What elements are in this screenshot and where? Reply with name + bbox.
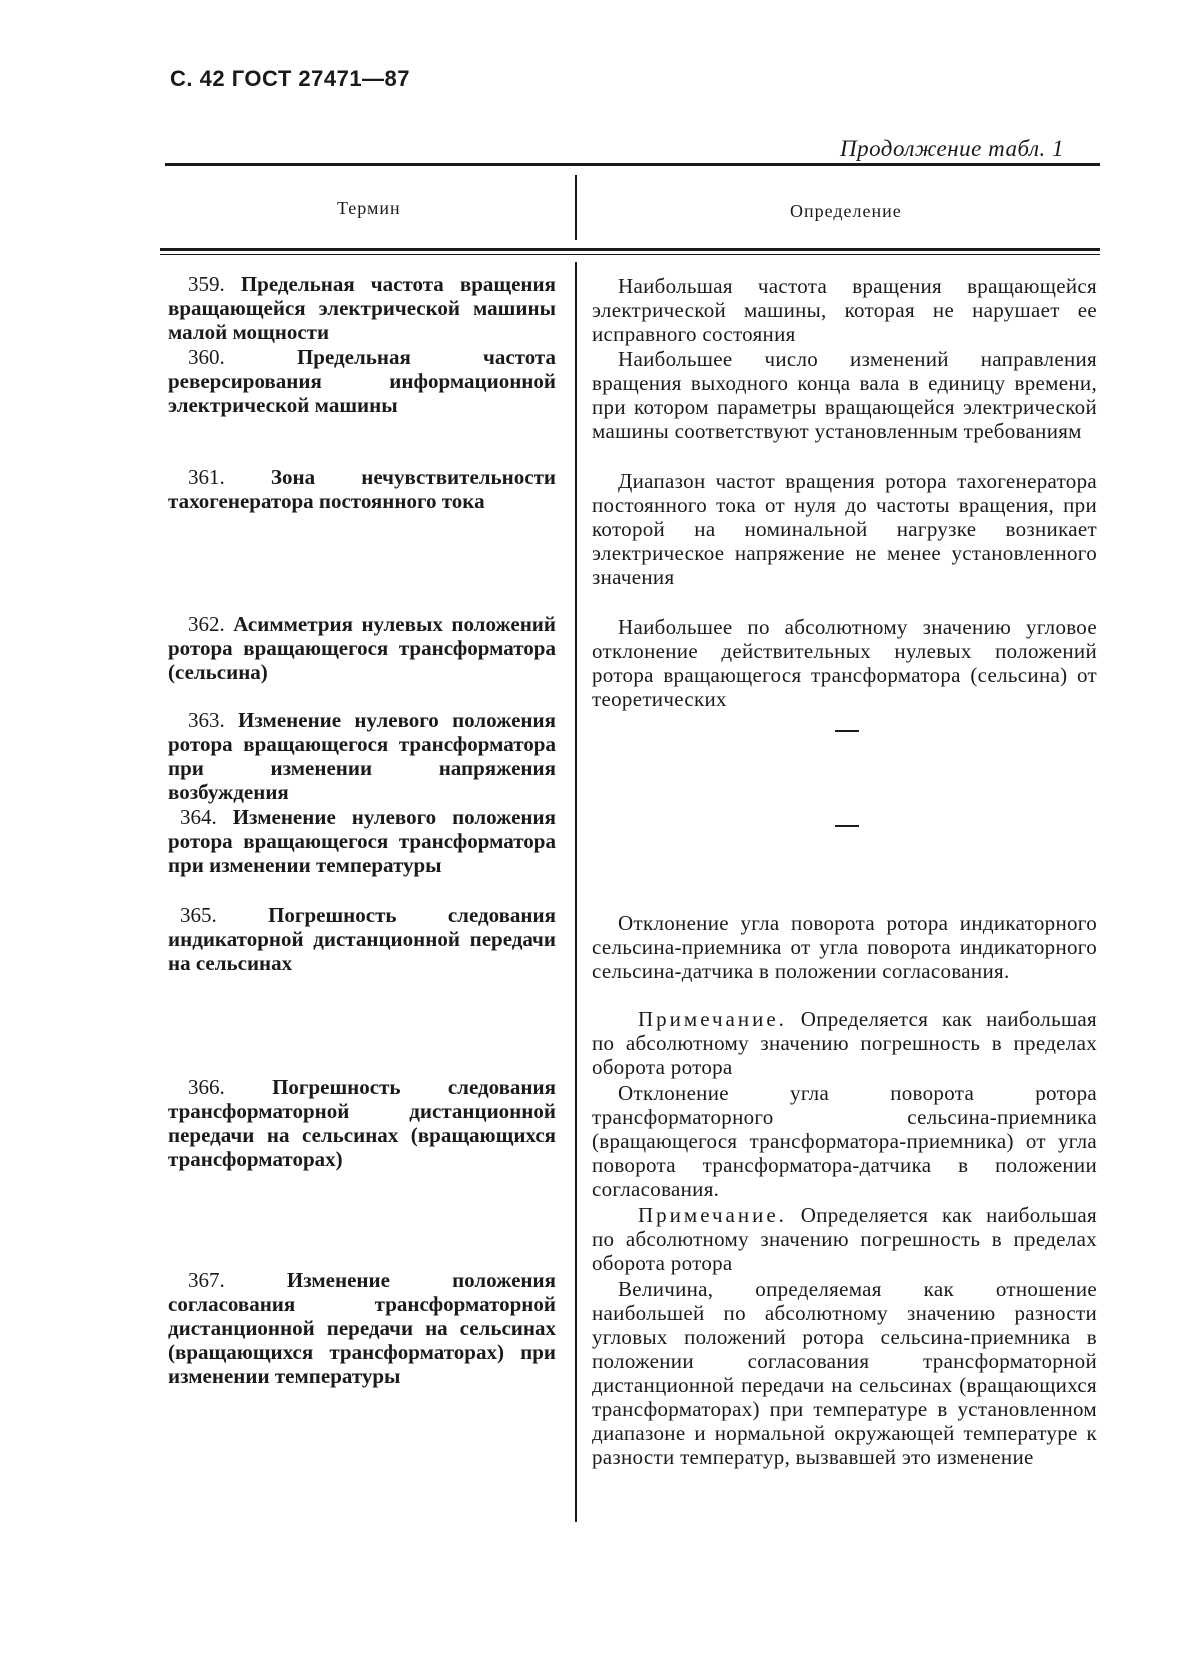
definition-365: [592, 911, 1097, 983]
note-text: Определяется как наибольшая по абсолютному значению погрешность в пределах оборота ротора: [592, 1203, 1097, 1275]
page-reference: С. 42 ГОСТ 27471—87: [170, 66, 411, 91]
term-text: Погрешность следования трансформаторной дистанционной передачи на сельсинах (вращающихся трансформаторах): [168, 1075, 556, 1171]
definition-360: Наибольшее число изменений направления вращения выходного конца вала в единицу времени, при котором параметры вращающейся электрической машины соответствуют установленным требованиям: [592, 347, 1097, 443]
term-361: [168, 465, 556, 513]
definition-363-dash: [835, 730, 859, 732]
definition-361: Диапазон частот вращения ротора тахогенератора постоянного тока от нуля до частоты вращения, при которой на номинальной нагрузке возникает электрическое напряжение не менее установленного значения: [592, 469, 1097, 589]
term-366: [168, 1075, 556, 1171]
term-text: Предельная частота вращения вращающейся электрической машины малой мощности: [168, 272, 556, 344]
term-359: [168, 272, 556, 344]
definition-359: Наибольшая частота вращения вращающейся электрической машины, которая не нарушает ее исправного состояния: [592, 274, 1097, 346]
header-bottom-rule: [160, 248, 1100, 251]
term-number: 364.: [180, 805, 217, 829]
term-number: 359.: [188, 272, 225, 296]
term-number: 366.: [188, 1075, 225, 1099]
note-text: Определяется как наибольшая по абсолютному значению погрешность в пределах оборота ротора: [592, 1007, 1097, 1079]
term-number: 361.: [188, 465, 225, 489]
definition-367: Величина, определяемая как отношение наибольшей по абсолютному значению разности угловых положений ротора сельсина-приемника в положении согласования трансформаторной дистанционной передачи на сельсинах (вращающихся трансформаторах) при температуре в установленном диапазоне и нормальной окружающей температуре к разности температур, вызвавшей это изменение: [592, 1277, 1097, 1469]
definition-text: Отклонение угла поворота ротора трансформаторного сельсина-приемника (вращающегося трансформатора-приемника) от угла поворота трансформатора-датчика в положении согласования.: [592, 1081, 1097, 1201]
term-number: 360.: [188, 345, 225, 369]
term-365: [168, 903, 556, 975]
table-continuation-caption: Продолжение табл. 1: [840, 136, 1064, 161]
table-top-rule: [165, 163, 1100, 166]
term-text: Изменение положения согласования трансформаторной дистанционной передачи на сельсинах (вращающихся трансформаторах) при изменении температуры: [168, 1268, 556, 1388]
term-text: Зона нечувствительности тахогенератора постоянного тока: [168, 465, 556, 513]
definition-362: Наибольшее по абсолютному значению угловое отклонение действительных нулевых положений ротора вращающегося трансформатора (сельсина) от теоретических: [592, 615, 1097, 711]
term-number: 363.: [188, 708, 225, 732]
term-text: Погрешность следования индикаторной дистанционной передачи на сельсинах: [168, 903, 556, 975]
term-number: 367.: [188, 1268, 225, 1292]
term-360: [168, 345, 556, 417]
term-362: [168, 612, 556, 684]
term-text: Предельная частота реверсирования информационной электрической машины: [168, 345, 556, 417]
definition-366: [592, 1081, 1097, 1201]
column-divider: [575, 262, 577, 1522]
term-text: Изменение нулевого положения ротора вращающегося трансформатора при изменении напряжения возбуждения: [168, 708, 556, 804]
definition-text: Отклонение угла поворота ротора индикаторного сельсина-приемника от угла поворота индикаторного сельсина-датчика в положении согласования.: [592, 911, 1097, 983]
definition-364-dash: [835, 825, 859, 827]
note-label: Примечание.: [638, 1203, 787, 1227]
definition-366-note: [592, 1203, 1097, 1275]
term-364: [168, 805, 556, 877]
column-divider-header: [575, 175, 577, 240]
column-header-term: Термин: [337, 198, 401, 218]
term-367: [168, 1268, 556, 1388]
term-number: 362.: [188, 612, 225, 636]
term-number: 365.: [180, 903, 217, 927]
header-bottom-rule-thin: [160, 254, 1100, 255]
note-label: Примечание.: [638, 1007, 787, 1031]
term-363: [168, 708, 556, 804]
column-header-definition: Определение: [790, 201, 902, 221]
term-text: Изменение нулевого положения ротора вращающегося трансформатора при изменении температуры: [168, 805, 556, 877]
term-text: Асимметрия нулевых положений ротора вращающегося трансформатора (сельсина): [168, 612, 557, 684]
definition-365-note: [592, 1007, 1097, 1079]
